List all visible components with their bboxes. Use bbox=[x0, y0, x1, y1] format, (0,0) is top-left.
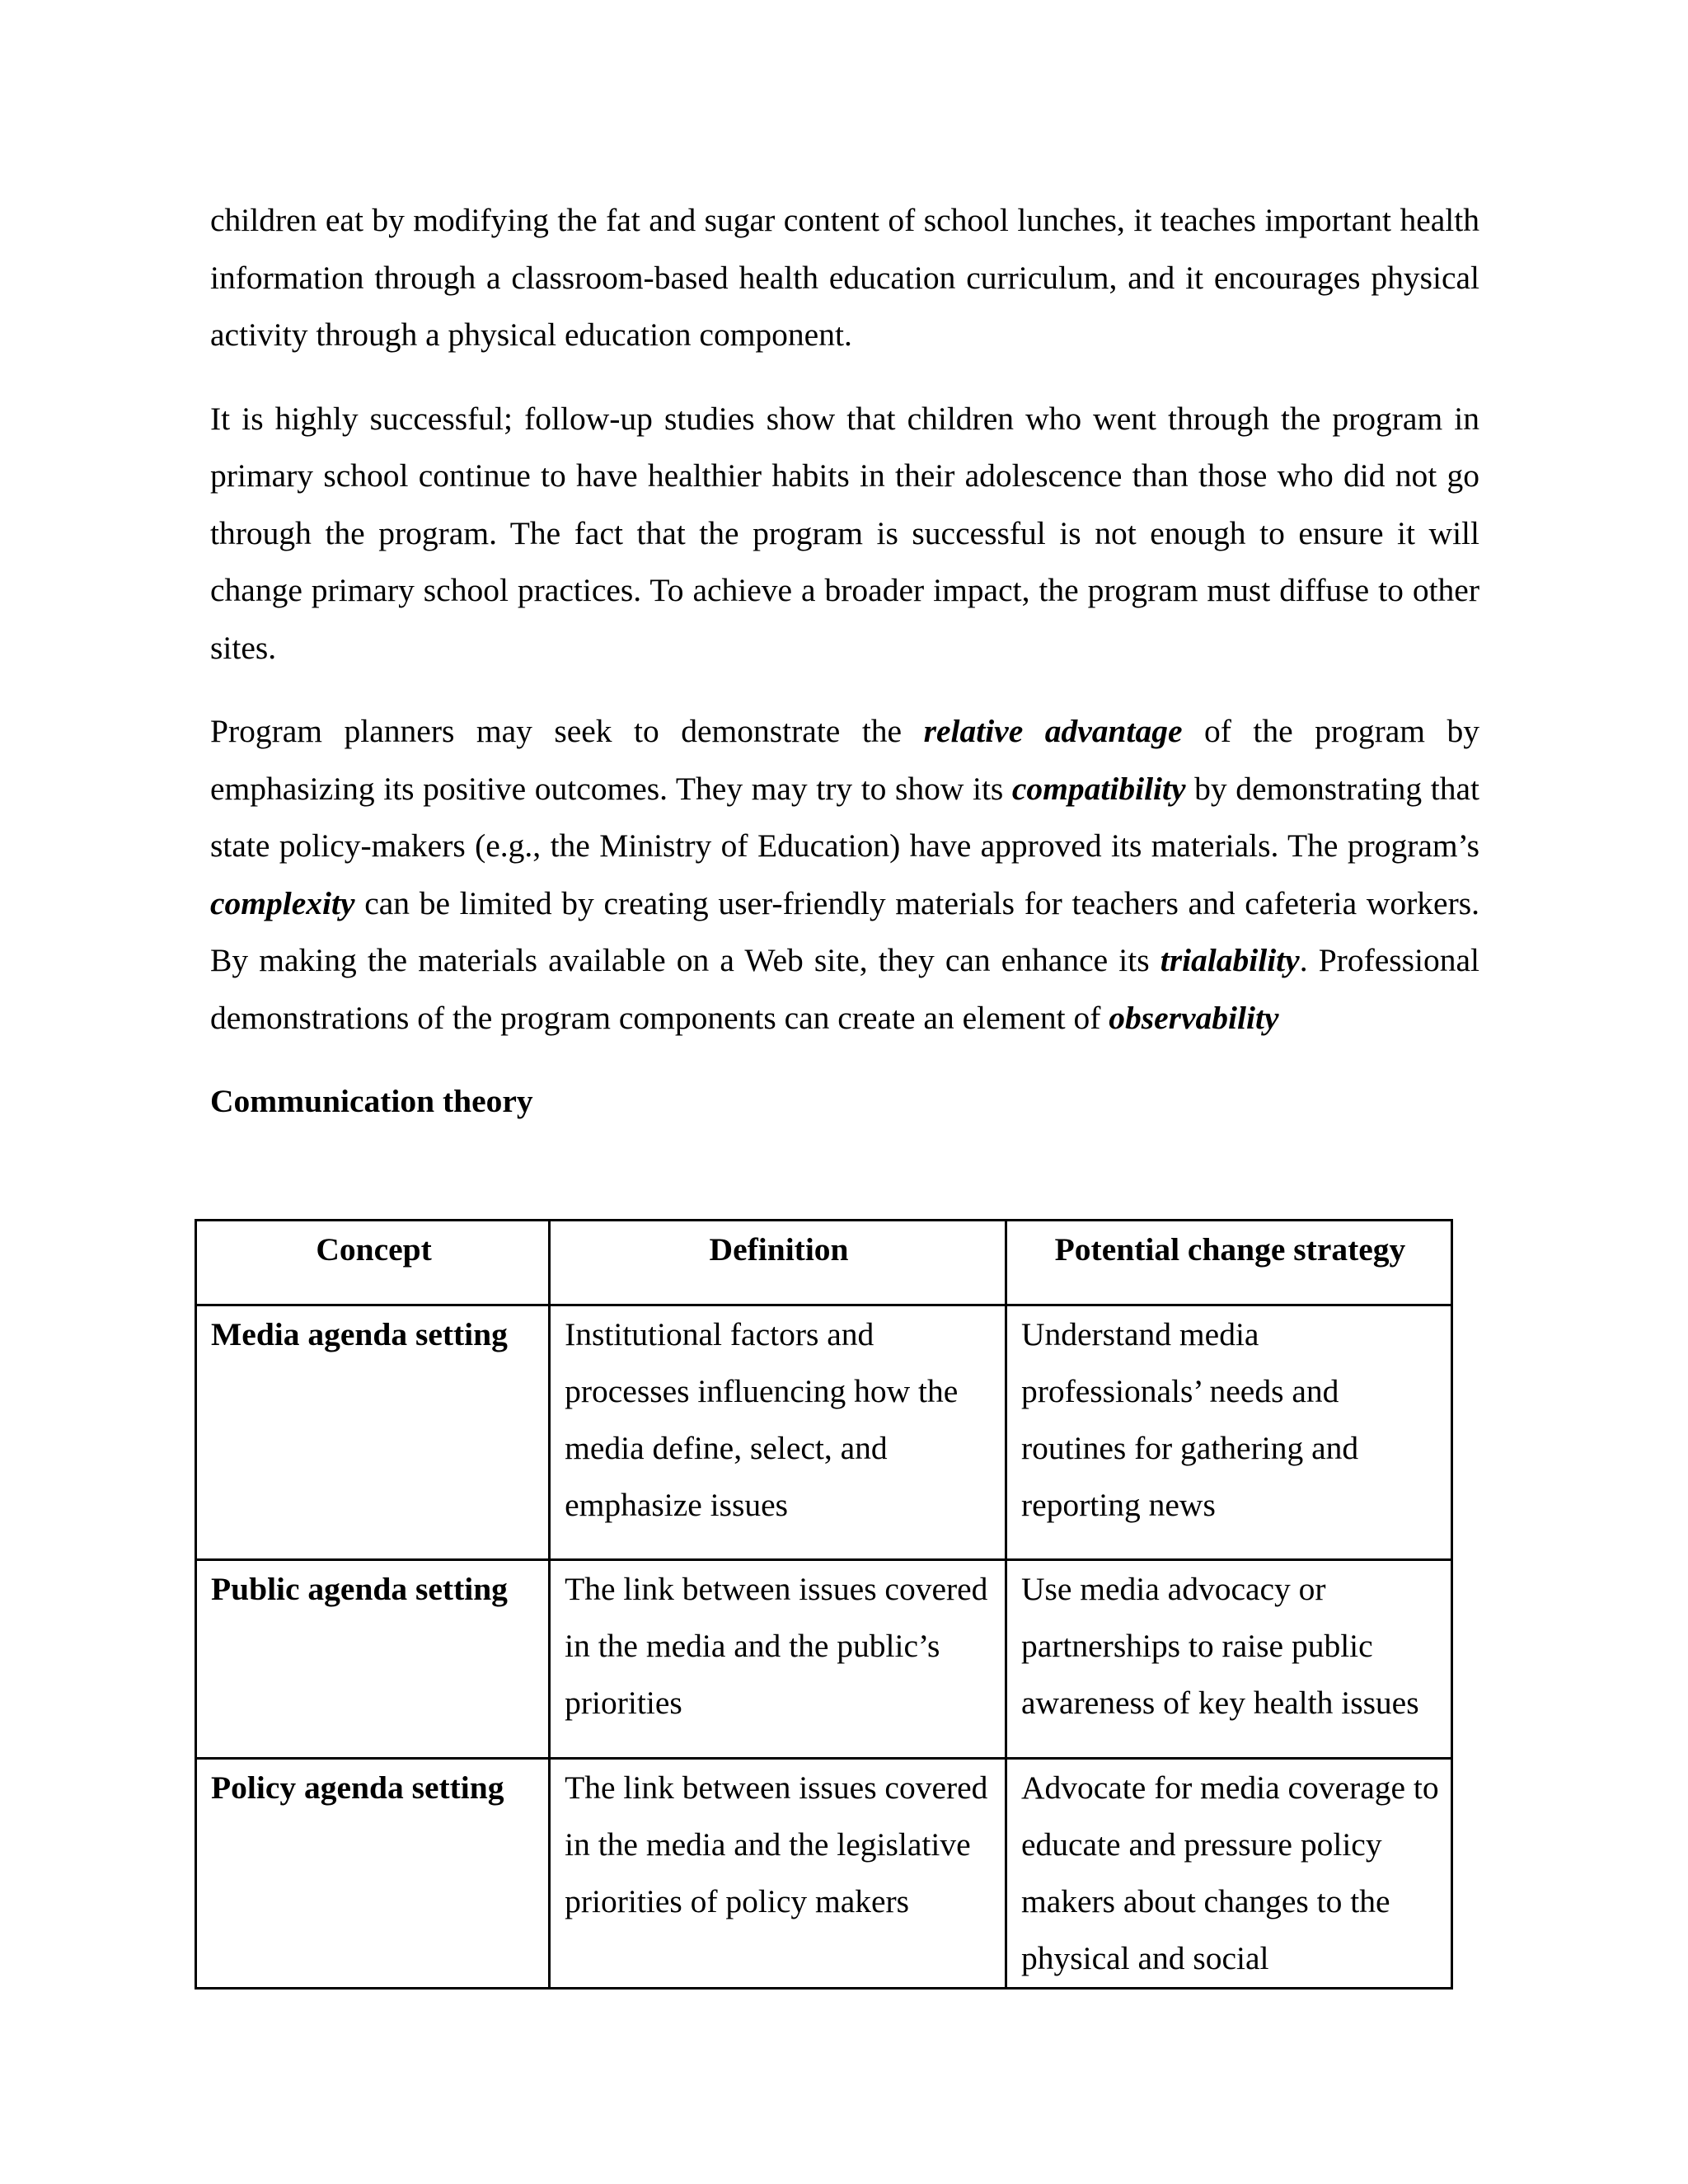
document-body bbox=[210, 192, 1479, 1155]
concept-cell: Media agenda setting bbox=[196, 1305, 550, 1560]
header-strategy: Potential change strategy bbox=[1006, 1221, 1451, 1305]
table-row bbox=[196, 1759, 1452, 1989]
paragraph-program-success: It is highly successful; follow-up studies show that children who went through the program in primary school continue to have healthier habits in their adolescence than those who did not go through the program. The fact that the program is successful is not enough to ensure it will change primary school practices. To achieve a broader impact, the program must diffuse to other sites. bbox=[210, 400, 1479, 666]
definition-cell: Institutional factors and processes influencing how the media define, select, and emphasize issues bbox=[550, 1305, 1006, 1560]
text-segment: Program planners may seek to demonstrate the bbox=[210, 713, 924, 749]
concept-cell: Public agenda setting bbox=[196, 1560, 550, 1759]
section-heading: Communication theory bbox=[210, 1083, 533, 1119]
table-row bbox=[196, 1305, 1452, 1560]
term-trialability: trialability bbox=[1160, 942, 1300, 978]
term-complexity: complexity bbox=[210, 884, 355, 921]
text-segment: . Professional demonstrations of the program components can create an element of bbox=[210, 942, 1479, 1036]
strategy-cell: Understand media professionals’ needs and routines for gathering and reporting news bbox=[1006, 1305, 1451, 1560]
text-segment: of the program by emphasizing its positive outcomes. They may try to show its bbox=[210, 713, 1479, 807]
paragraph-diffusion-attributes bbox=[210, 703, 1479, 1047]
strategy-cell: Advocate for media coverage to educate and pressure policy makers about changes to the physical and social bbox=[1006, 1759, 1451, 1989]
text-segment: by demonstrating that state policy-makers (e.g., the Ministry of Education) have approved its materials. The program’s bbox=[210, 770, 1479, 864]
paragraph-school-lunches: children eat by modifying the fat and sugar content of school lunches, it teaches important health information through a classroom-based health education curriculum, and it encourages physical activity through a physical education component. bbox=[210, 202, 1479, 353]
table-row bbox=[196, 1560, 1452, 1759]
header-concept: Concept bbox=[196, 1221, 550, 1305]
term-relative-advantage: relative advantage bbox=[923, 713, 1183, 749]
table-header-row bbox=[196, 1221, 1452, 1305]
term-observability: observability bbox=[1109, 999, 1279, 1036]
text-segment: can be limited by creating user-friendly materials for teachers and cafeteria workers. By making the materials available on a Web site, they can enhance its bbox=[210, 884, 1479, 978]
header-definition: Definition bbox=[550, 1221, 1006, 1305]
strategy-cell: Use media advocacy or partnerships to raise public awareness of key health issues bbox=[1006, 1560, 1451, 1759]
term-compatibility: compatibility bbox=[1011, 770, 1186, 807]
definition-cell: The link between issues covered in the media and the public’s priorities bbox=[550, 1560, 1006, 1759]
concept-cell: Policy agenda setting bbox=[196, 1759, 550, 1989]
definition-cell: The link between issues covered in the media and the legislative priorities of policy makers bbox=[550, 1759, 1006, 1989]
communication-theory-table bbox=[195, 1219, 1453, 1990]
